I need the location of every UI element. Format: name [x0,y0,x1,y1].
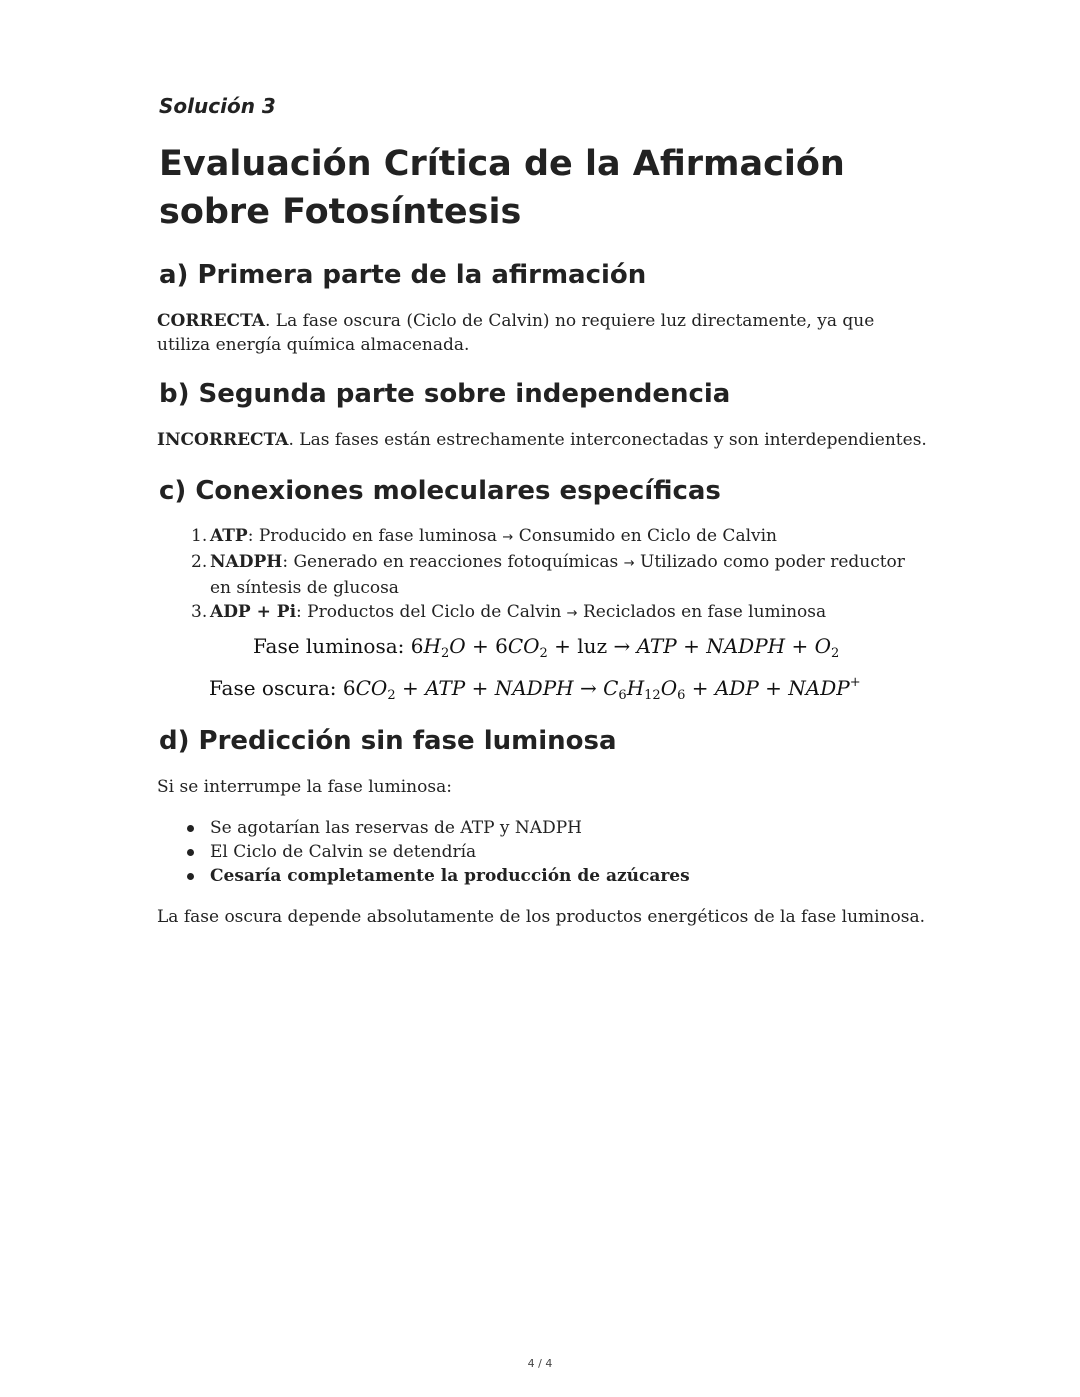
section-a-text: . La fase oscura (Ciclo de Calvin) no requiere luz directamente, ya que utiliza energía química almacenada. [157,311,875,355]
arrow-icon: → [502,530,514,545]
heading-section-c: c) Conexiones moleculares específicas [159,476,721,506]
arrow-icon: → [623,556,635,571]
arrow-icon: → [566,606,578,621]
paragraph-section-b [157,428,927,452]
section-b-text: . Las fases están estrechamente interconectadas y son interdependientes. [288,430,927,450]
heading-section-b: b) Segunda parte sobre independencia [159,379,731,409]
list-item: El Ciclo de Calvin se detendría [157,840,927,864]
heading-section-d: d) Predicción sin fase luminosa [159,726,617,756]
paragraph-section-d-intro: Si se interrumpe la fase luminosa: [157,777,452,797]
list-item: 2. NADPH: Generado en reacciones fotoquímicas → Utilizado como poder reductor en síntesis de glucosa [191,552,905,598]
heading-section-a: a) Primera parte de la afirmación [159,260,647,290]
solution-label: Solución 3 [159,94,276,118]
list-item: Cesaría completamente la producción de azúcares [157,864,927,888]
incorrecta-label: INCORRECTA [157,430,289,450]
paragraph-section-a [157,309,927,357]
equation-light-phase: Fase luminosa: $6H_2O + 6CO_2$ + luz → ATP + NADPH + $O_2$ [253,634,840,661]
page-title: Evaluación Crítica de la Afirmación sobre Fotosíntesis [159,144,845,232]
bullet-icon [187,825,194,832]
page-number: 4 / 4 [527,1357,553,1370]
bullet-icon [187,849,194,856]
bullet-list [157,816,927,888]
paragraph-conclusion: La fase oscura depende absolutamente de los productos energéticos de la fase luminosa. [157,907,926,927]
list-item: 3. ADP + Pi: Productos del Ciclo de Calvin → Reciclados en fase luminosa [191,602,827,622]
list-item: 1. ATP: Producido en fase luminosa → Consumido en Ciclo de Calvin [191,526,777,546]
correcta-label: CORRECTA [157,311,265,331]
bullet-icon [187,873,194,880]
list-item: Se agotarían las reservas de ATP y NADPH [157,816,927,840]
equation-dark-phase: Fase oscura: $6CO_2$ + ATP + NADPH → $C_6H_{12}O_6$ + ADP + NADP+ [209,675,861,703]
numbered-list [157,524,927,626]
